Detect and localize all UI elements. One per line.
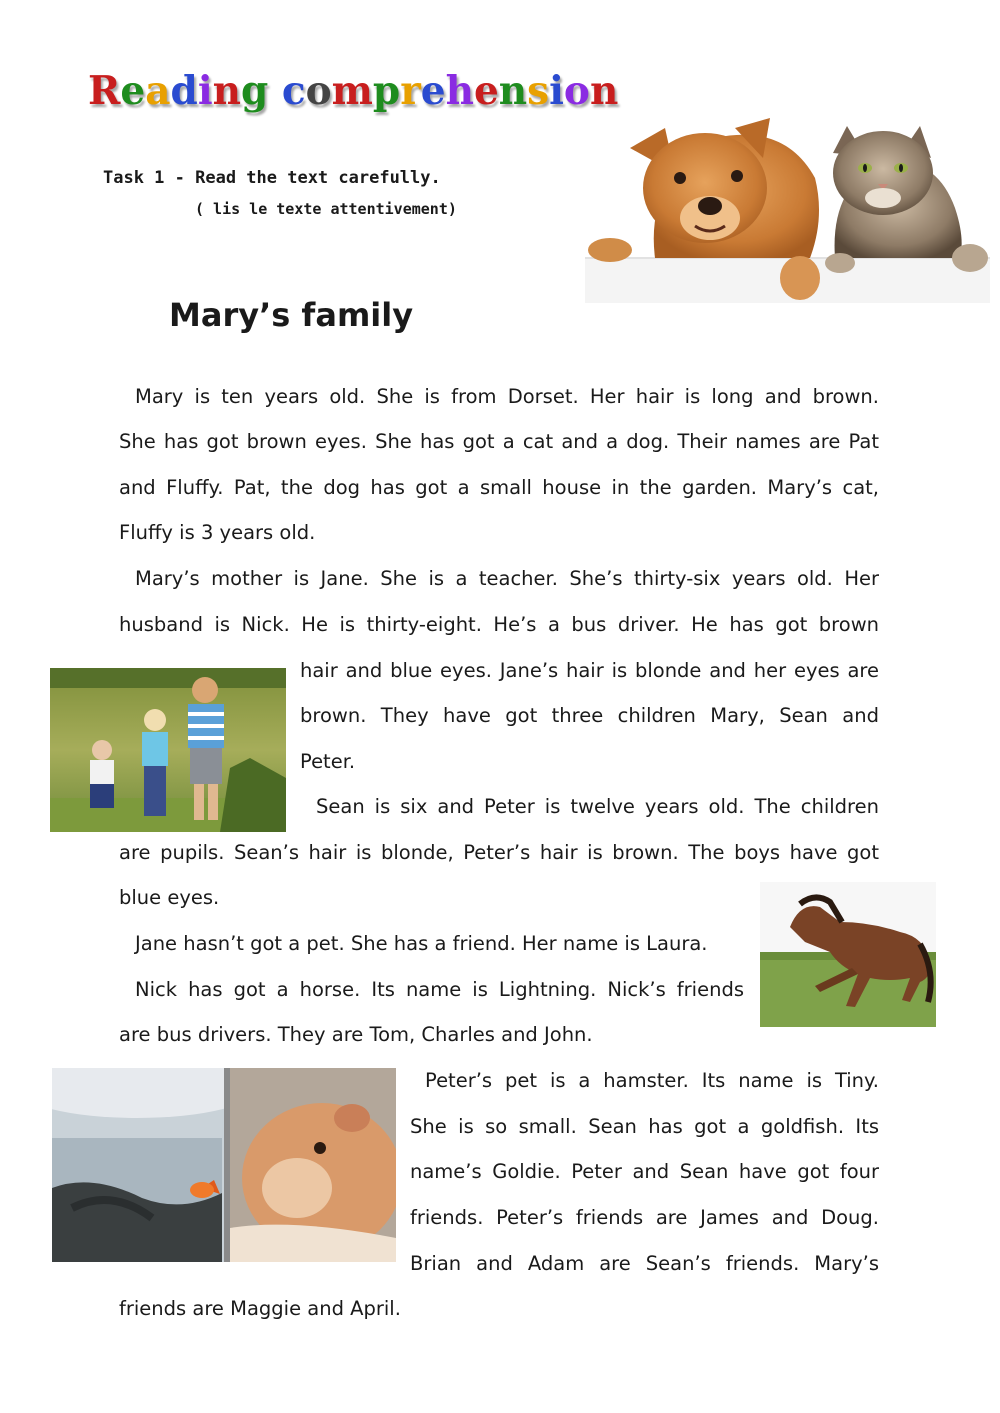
story-line: are bus drivers. They are Tom, Charles and John. xyxy=(119,1023,593,1046)
story-line: hair and blue eyes. Jane’s hair is blonde and her eyes are xyxy=(300,659,879,682)
story-line: friends. Peter’s friends are James and Doug. xyxy=(410,1206,879,1229)
task-instruction: Task 1 - Read the text carefully. xyxy=(103,168,441,188)
banner-letter xyxy=(268,68,282,114)
story-line: Nick has got a horse. Its name is Lightning. Nick’s friends xyxy=(135,978,744,1001)
banner-letter: c xyxy=(281,68,306,114)
story-line: friends are Maggie and April. xyxy=(119,1297,401,1320)
banner-letter: g xyxy=(241,68,269,114)
children-photo xyxy=(50,668,286,832)
story-title: Mary’s family xyxy=(169,296,414,334)
story-line: Mary is ten years old. She is from Dorset. Her hair is long and brown. xyxy=(135,385,879,408)
hamster-photo xyxy=(52,1068,396,1262)
story-line: Sean is six and Peter is twelve years old. The children xyxy=(316,795,879,818)
story-line: husband is Nick. He is thirty-eight. He’s a bus driver. He has got brown xyxy=(119,613,879,636)
story-line: Brian and Adam are Sean’s friends. Mary’s xyxy=(410,1252,879,1275)
banner-letter: p xyxy=(372,68,401,114)
banner-letter: m xyxy=(331,68,373,114)
banner-letter: i xyxy=(549,68,564,114)
banner-letter: o xyxy=(563,68,590,114)
story-line: She has got brown eyes. She has got a cat and a dog. Their names are Pat xyxy=(119,430,879,453)
banner-title xyxy=(88,68,619,114)
story-line: name’s Goldie. Peter and Sean have got four xyxy=(410,1160,879,1183)
story-line: brown. They have got three children Mary, Sean and xyxy=(300,704,879,727)
story-line: Fluffy is 3 years old. xyxy=(119,521,316,544)
story-line: She is so small. Sean has got a goldfish. Its xyxy=(410,1115,879,1138)
story-line: and Fluffy. Pat, the dog has got a small house in the garden. Mary’s cat, xyxy=(119,476,879,499)
banner-letter: n xyxy=(212,68,241,114)
horse-photo xyxy=(760,882,936,1027)
banner-letter: e xyxy=(120,68,146,114)
banner-letter: h xyxy=(445,68,474,114)
story-line: are pupils. Sean’s hair is blonde, Peter’s hair is brown. The boys have got xyxy=(119,841,879,864)
banner-letter: n xyxy=(498,68,528,114)
banner-letter: a xyxy=(145,68,171,114)
banner-letter: e xyxy=(420,68,446,114)
banner-letter: s xyxy=(527,68,550,114)
task-translation: ( lis le texte attentivement) xyxy=(195,200,457,218)
banner-letter: i xyxy=(197,68,213,114)
banner-letter: n xyxy=(589,68,619,114)
banner-letter: o xyxy=(305,68,332,114)
story-line: Peter. xyxy=(300,750,356,773)
banner-letter: R xyxy=(88,68,121,114)
banner-letter: r xyxy=(400,68,421,114)
story-line: Jane hasn’t got a pet. She has a friend. Her name is Laura. xyxy=(135,932,708,955)
page-banner xyxy=(88,68,619,118)
pets-image xyxy=(585,118,990,303)
story-line: Peter’s pet is a hamster. Its name is Tiny. xyxy=(425,1069,879,1092)
banner-letter: d xyxy=(170,68,198,114)
story-line: blue eyes. xyxy=(119,886,220,909)
banner-letter: e xyxy=(473,68,499,114)
story-line: Mary’s mother is Jane. She is a teacher. She’s thirty-six years old. Her xyxy=(135,567,879,590)
